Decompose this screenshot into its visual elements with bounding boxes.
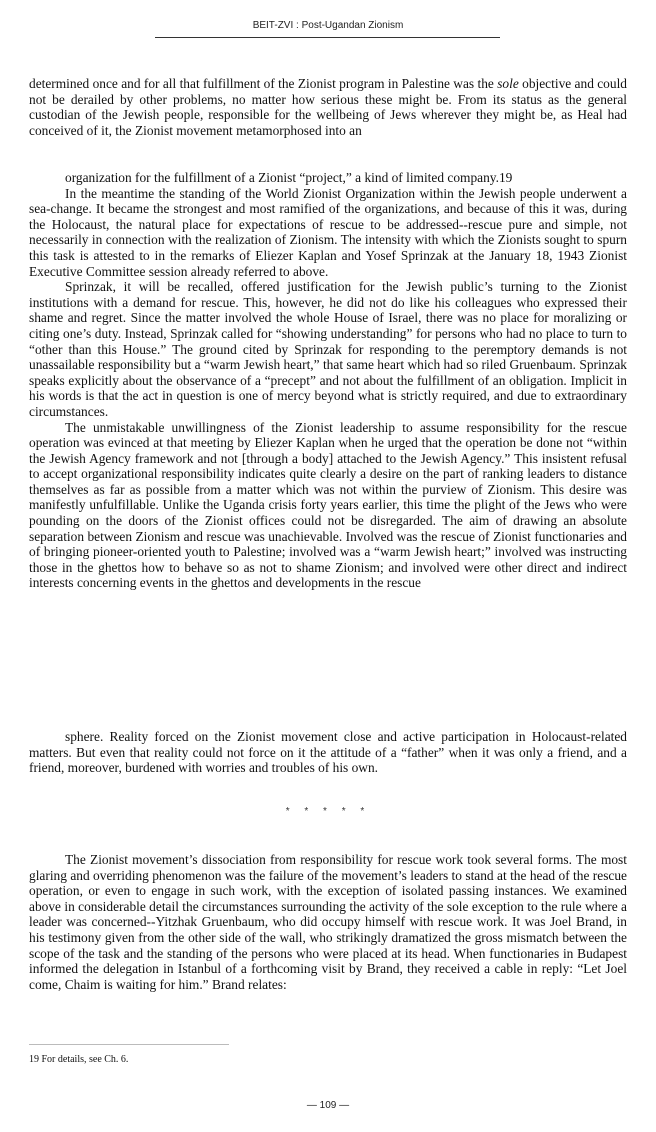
paragraph: Sprinzak, it will be recalled, offered justification for the Jewish public’s turning to the Zionist institutions with a demand for rescue. This, however, he did not do like his colleagues who expressed their shame and regret. Since the matter involved the whole House of Israel, there was no place for moralizing or citing one’s duty. Instead, Sprinzak called for “showing understanding” for persons who had no place to turn to “other than this House.” The ground cited by Sprinzak for responding to the peremptory demands is not unassailable responsibility but a “warm Jewish heart,” that same heart which had so riled Gruenbaum. Sprinzak speaks explicitly about the observance of a “precept” and not about the fulfillment of an obligation. Implicit in his words is that the act in question is one of mercy beyond what is strictly required, and due to extraordinary circumstances. [29, 279, 627, 419]
running-header: BEIT-ZVI : Post-Ugandan Zionism [252, 20, 404, 31]
paragraph: The Zionist movement’s dissociation from responsibility for rescue work took several forms. The most glaring and overriding phenomenon was the failure of the movement’s leaders to stand at the head of the rescue operation, or even to engage in such work, with the exception of isolated passing instances. We examined above in considerable detail the circumstances surrounding the activity of the sole exception to the rule where a leader was concerned--Yitzhak Gruenbaum, who did occupy himself with rescue work. It was Joel Brand, in his testimony given from the other side of the wall, who strikingly dramatized the gross mismatch between the scope of the task and the standing of the persons who were placed at its head. When functionaries in Budapest informed the delegation in Istanbul of a forthcoming visit by Brand, they received a cable in reply: “Let Joel come, Chaim is waiting for him.” Brand relates: [29, 852, 627, 992]
paragraph: The unmistakable unwillingness of the Zionist leadership to assume responsibility for the rescue operation was evinced at that meeting by Eliezer Kaplan when he urged that the operation be done not “within the Jewish Agency framework and not [through a body] attached to the Jewish Agency.” This insistent refusal to accept organizational responsibility indicates quite clearly a desire on the part of ranking leaders to distance themselves as far as possible from a matter which was not within the purview of Zionism. This desire was manifestly unfulfillable. Unlike the Uganda crisis forty years earlier, this time the plight of the Jews who were pounding on the doors of the Zionist offices could not be disregarded. The aim of drawing an absolute separation between Zionism and rescue was unachievable. Involved was the rescue of Zionist functionaries and of bringing pioneer-oriented youth to Palestine; involved was a “warm Jewish heart;” involved was instructing those in the ghettos how to behave so as not to shame Zionism; and involved were other direct and indirect interests concerning events in the ghettos and developments in the rescue [29, 419, 627, 591]
page-number: — 109 — [306, 1100, 350, 1111]
paragraph [29, 76, 627, 138]
text-block-4 [29, 852, 627, 992]
paragraph: organization for the fulfillment of a Zionist “project,” a kind of limited company.19 [65, 170, 513, 185]
italic-emphasis: sole [497, 76, 519, 91]
header-rule [155, 37, 500, 38]
paragraph-text: determined once and for all that fulfillment of the Zionist program in Palestine was the [29, 76, 498, 91]
text-block-3 [29, 729, 627, 776]
footnote-19: 19 For details, see Ch. 6. [29, 1054, 129, 1065]
paragraph: sphere. Reality forced on the Zionist movement close and active participation in Holocaust-related matters. But even that reality could not force on it the attitude of a “father” when it was only a friend, and a friend, moreover, burdened with worries and troubles of his own. [29, 729, 627, 776]
text-block-1 [29, 76, 627, 138]
paragraph: In the meantime the standing of the World Zionist Organization within the Jewish people underwent a sea-change. It became the strongest and most ramified of the organizations, and because of this it was, during the Holocaust, the natural place for expectations of rescue to be addressed--rescue pure and simple, not necessarily in connection with the realization of Zionism. The intensity with which the Zionists sought to spurn this task is attested to in the remarks of Eliezer Kaplan and Yosef Sprinzak at the January 18, 1943 Zionist Executive Committee session already referred to above. [29, 185, 627, 279]
paragraph-text: objective and could not be derailed by other problems, no matter how serious these might be. From its status as the general custodian of the Jewish people, responsible for the wellbeing of Jews wherever they might be, as Heal had conceived of it, the Zionist movement metamorphosed into an [29, 76, 627, 138]
text-block-2 [29, 170, 627, 591]
section-separator: * * * * * [285, 806, 371, 817]
footnote-rule [29, 1044, 229, 1045]
